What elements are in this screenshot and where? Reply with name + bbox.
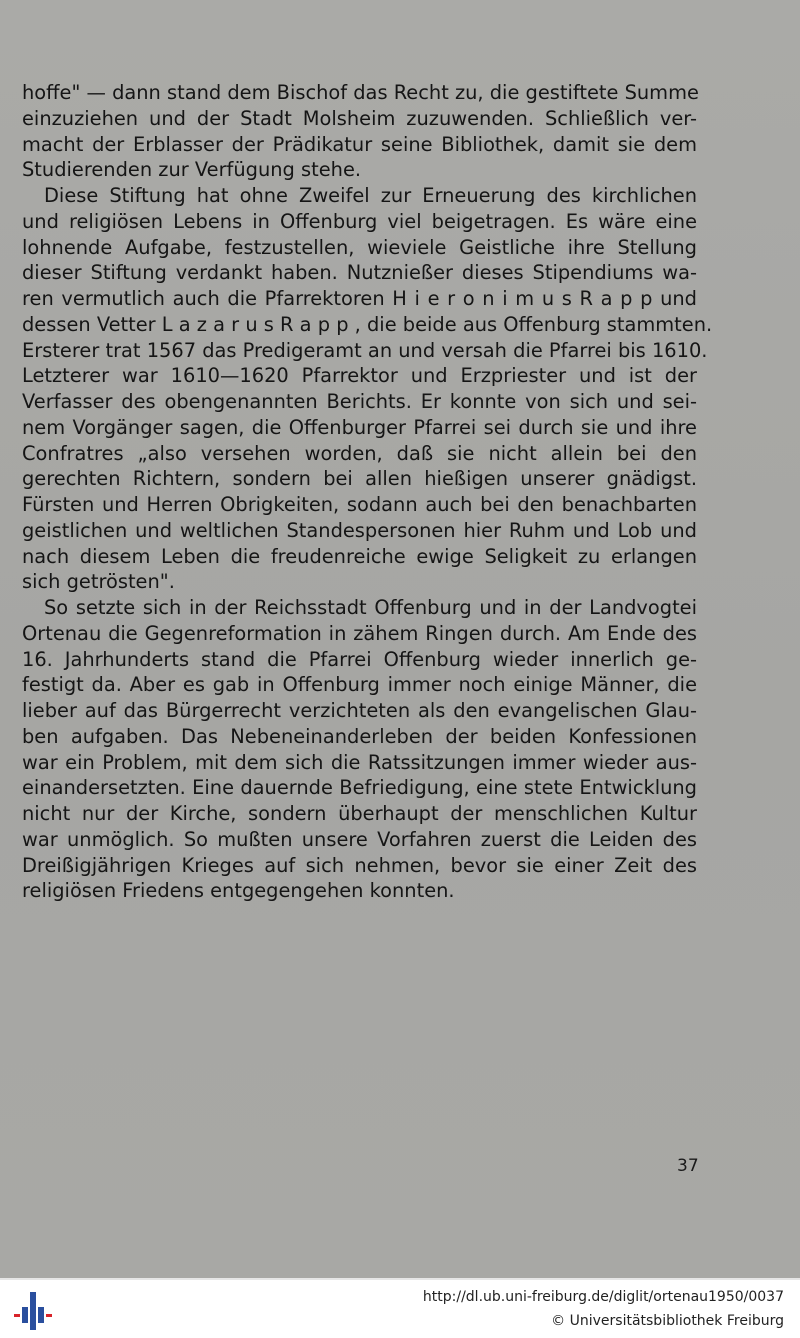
text-line: sich getrösten". (22, 570, 175, 594)
text-line: Verfasser des obengenannten Berichts. Er konnte von sich und sei- (22, 390, 697, 413)
text-line: Ortenau die Gegenreformation in zähem Ringen durch. Am Ende des (22, 621, 697, 645)
text-line: dieser Stiftung verdankt haben. Nutznießer dieses Stipendiums wa- (22, 261, 697, 285)
text-line: macht der Erblasser der Prädikatur seine Bibliothek, damit sie dem (22, 132, 697, 156)
text-line: nem Vorgänger sagen, die Offenburger Pfarrei sei durch sie und ihre (22, 415, 697, 439)
source-url-link[interactable]: http://dl.ub.uni-freiburg.de/diglit/ortenau1950/0037 (422, 1289, 784, 1305)
text-line: nicht nur der Kirche, sondern überhaupt der menschlichen Kultur (22, 802, 697, 825)
page-number: 37 (677, 1156, 699, 1176)
text-line: war ein Problem, mit dem sich die Ratssitzungen immer wieder aus- (22, 750, 697, 774)
copyright-text: © Universitätsbibliothek Freiburg (551, 1313, 784, 1329)
text-line: festigt da. Aber es gab in Offenburg immer noch einige Männer, die (22, 673, 697, 697)
text-line: Fürsten und Herren Obrigkeiten, sodann auch bei den benachbarten (22, 493, 697, 516)
text-line: religiösen Friedens entgegengehen konnten. (22, 879, 455, 903)
text-line: Diese Stiftung hat ohne Zweifel zur Erneuerung des kirchlichen (44, 184, 697, 207)
ub-freiburg-logo-icon (14, 1290, 54, 1332)
footer-bar (0, 1278, 800, 1338)
text-line: Studierenden zur Verfügung stehe. (22, 158, 362, 182)
text-line: Letzterer war 1610—1620 Pfarrektor und Erzpriester und ist der (22, 364, 697, 388)
text-line: ren vermutlich auch die Pfarrektoren H i e r o n i m u s R a p p und (22, 287, 697, 310)
text-line: lohnende Aufgabe, festzustellen, wieviele Geistliche ihre Stellung (22, 235, 697, 259)
text-line: gerechten Richtern, sondern bei allen hießigen unserer gnädigst. (22, 467, 697, 491)
text-line: Dreißigjährigen Krieges auf sich nehmen, bevor sie einer Zeit des (22, 853, 697, 877)
body-text (22, 80, 713, 904)
text-line: Ersterer trat 1567 das Predigeramt an und versah die Pfarrei bis 1610. (22, 338, 708, 362)
text-line: Confratres „also versehen worden, daß sie nicht allein bei den (22, 441, 697, 465)
text-line: und religiösen Lebens in Offenburg viel beigetragen. Es wäre eine (22, 209, 697, 233)
text-line: So setzte sich in der Reichsstadt Offenburg und in der Landvogtei (44, 596, 697, 619)
text-line: lieber auf das Bürgerrecht verzichteten als den evangelischen Glau- (22, 699, 697, 722)
text-line: 16. Jahrhunderts stand die Pfarrei Offenburg wieder innerlich ge- (22, 647, 697, 671)
text-line: einandersetzten. Eine dauernde Befriedigung, eine stete Entwicklung (22, 776, 697, 800)
text-line: war unmöglich. So mußten unsere Vorfahren zuerst die Leiden des (22, 827, 697, 851)
text-line: hoffe" — dann stand dem Bischof das Recht zu, die gestiftete Summe (22, 81, 699, 104)
text-line: ben aufgaben. Das Nebeneinanderleben der beiden Konfessionen (22, 724, 697, 748)
text-line: einzuziehen und der Stadt Molsheim zuzuwenden. Schließlich ver- (22, 106, 697, 130)
text-line: geistlichen und weltlichen Standespersonen hier Ruhm und Lob und (22, 518, 697, 542)
text-line: dessen Vetter L a z a r u s R a p p , die beide aus Offenburg stammten. (22, 312, 713, 336)
text-line: nach diesem Leben die freudenreiche ewige Seligkeit zu erlangen (22, 544, 697, 568)
